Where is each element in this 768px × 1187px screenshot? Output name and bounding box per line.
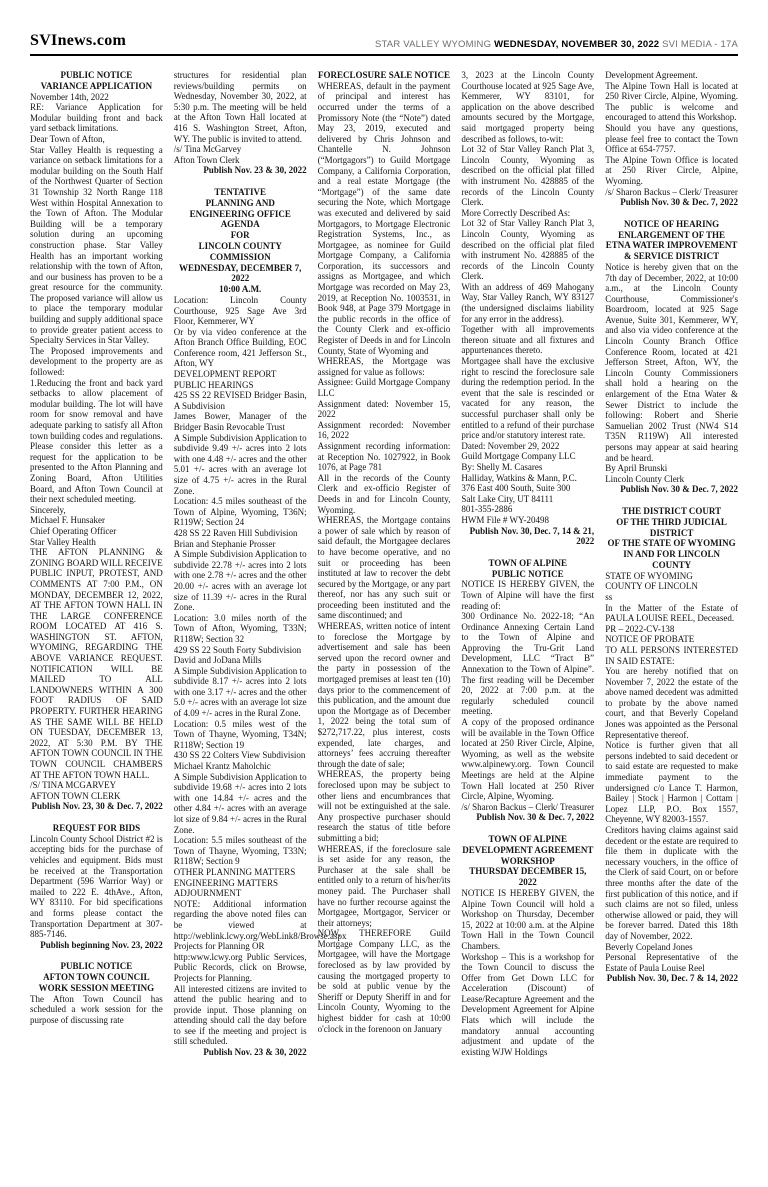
notice-columns [30, 70, 738, 1058]
notice-text: Creditors having claims against said decedent or the estate are required to file them in duplicate with the necessary vouchers, in the office of the Clerk of said Court, on or before three months after the date of the first publication of this notice, and if such claims are not so filed, unless otherwise allowed or paid, they will be forever barred. Dated this 18th day of November, 2022. [605, 825, 738, 941]
notice-title-line: COMMISSION [209, 251, 271, 262]
notice-title-line: NOTICE OF HEARING [623, 218, 720, 229]
notice-text: Dear Town of Afton, [30, 133, 105, 144]
notice-text: Beverly Copeland Jones [605, 941, 693, 952]
notice-title-line: REQUEST FOR BIDS [52, 822, 141, 833]
notice-text: A copy of the proposed ordinance will be available in the Town Office located at 250 River Circle, Alpine, Wyoming, as well as the website www.alpinewy.org. Town Council Meetings are held at the Alpine Town Hall located at 250 River Circle, Alpine, Wyoming. [461, 717, 595, 802]
notice-text: Dated: November 29, 2022 [461, 440, 560, 451]
notice-text: 429 SS 22 South Forty Subdivision [173, 644, 302, 655]
notice-text: DEVELOPMENT REPORT [173, 369, 277, 380]
notice-text: You are hereby notified that on November 7, 2022 the estate of the above named decedent was admitted to probate by the above named court, and that Beverly Copeland Jones was appointed as the Personal Representative thereof. [605, 666, 738, 740]
notice-text: Assignment recording information: at Reception No. 1027922, in Book 1076, at Page 781 [317, 440, 451, 473]
publish-line: Publish Nov. 30 & Dec. 7, 2022 [620, 484, 738, 495]
notice-title-line: ENGINEERING OFFICE [189, 208, 291, 219]
notice-title [461, 834, 594, 888]
notice-text: Location: 3.0 miles north of the Town of Afton, Wyoming, T33N; R118W; Section 32 [173, 612, 307, 644]
notice-text: Star Valley Health [30, 536, 96, 547]
notice-text: A Simple Subdivision Application to subdivide 9.49 +/- acres into 2 lots with one 4.48 +/- acres and the other 5.01 +/- acres with an average lot size of 4.75 +/- acres in the Rural Zone. [173, 432, 307, 496]
notice-text: http:www.lcwy.org Public Services, Public Records, click on Browse, Projects for Planning. [173, 951, 307, 983]
notice-text: Assignment dated: November 15, 2022 [317, 398, 451, 420]
issue-edition: SVI MEDIA - 17A [659, 39, 738, 50]
notice-text: November 14th, 2022 [30, 91, 109, 102]
notice-title [318, 70, 451, 81]
notice-text: RE: Variance Application for Modular building front and back yard setback limitations. [30, 102, 163, 134]
notice-text: Brian and Stephanie Prosser [173, 538, 276, 549]
notice-text: /s/ Sharon Backus – Clerk/ Treasurer [605, 186, 738, 197]
publish-line: Publish Nov. 30, Dec. 7 & 14, 2022 [606, 973, 738, 984]
notice-text: WHEREAS, default in the payment of principal and interest has occurred under the terms of a Promissory Note (the “Note”) dated May 23, 2019, executed and delivered by Chris Johnson and Chantelle N. Johnson (“Mortgagors”) to Guild Mortgage Company, a California Corporation, and a real estate Mortgage (the “Mortgage”) of the same date securing the Note, which Mortgage was executed and delivered by said Mortgagors, to Mortgage Electronic Registration Systems, Inc., as Mortgagee, as nominee for Guild Mortgage Company, a California Corporation, its successors and assigns as Mortgagee, and which Mortgage was recorded on May 23, 2019, at Reception No. 1003531, in Book 948, at Page 379 Mortgage in the public records in the office of the County Clerk and ex-officio Register of Deeds in and for Lincoln County, State of Wyoming and [317, 80, 451, 356]
notice-text: The Proposed improvements and development to the property are as followed: [30, 345, 163, 378]
notice-text: A Simple Subdivision Application to subdivide 22.78 +/- acres into 2 lots with one 2.78 +/- acres and the other 20.00 +/- acres with an average lot size of 11.39 +/- acres in the Rural Zone. [173, 549, 307, 613]
notice-title-line: AFTON TOWN COUNCIL [43, 972, 150, 983]
notice-title [30, 823, 163, 834]
notice-text: ADJOURNMENT [173, 888, 242, 899]
notice-text: Sincerely, [30, 504, 66, 515]
issue-location: STAR VALLEY WYOMING [374, 39, 495, 50]
column-3 [318, 70, 451, 1058]
notice-text: WHEREAS, written notice of intent to foreclose the Mortgage by advertisement and sale has been served upon the record owner and the party in possession of the mortgaged premises at least ten (10) days prior to the commencement of this publication, and the amount due upon the Mortgage as of December 1, 2022 being the total sum of $272,717.22, plus interest, costs expended, late charges, and attorneys’ fees accruing thereafter through the date of sale; [317, 621, 451, 769]
notice-title-line: PUBLIC NOTICE [60, 70, 133, 80]
notice-title-line: FOR [230, 230, 250, 241]
column-1 [30, 70, 163, 1058]
notice-text: /s/ Sharon Backus – Clerk/ Treasurer [461, 801, 595, 812]
notice-text: By April Brunski [605, 463, 668, 474]
notice-text: PUBLIC HEARINGS [173, 379, 254, 390]
notice-text: Location: Lincoln County Courthouse, 925 Sage Ave 3rd Floor, Kemmerer, WY [173, 294, 307, 327]
notice-text: Location: 4.5 miles southeast of the Town of Alpine, Wyoming, T36N; R119W; Section 24 [173, 496, 307, 528]
notice-text: WHEREAS, the Mortgage contains a power of sale which by reason of said default, the Mortgagee declares to have become operative, and no suit or proceeding has been instituted at law to recover the debt secured by the Mortgage, or any part thereof, nor has any such suit or proceeding been instituted and the same discontinued; and [317, 515, 451, 621]
notice-text: The Afton Town Council has scheduled a work session for the purpose of discussing rate [30, 993, 163, 1025]
publish-line: Publish Nov. 23 & 30, 2022 [203, 165, 307, 176]
notice-title-line: THE DISTRICT COURT [622, 505, 722, 516]
notice-text: By: Shelly M. Casares [461, 461, 543, 472]
notice-title-line: TENTATIVE [214, 186, 267, 197]
notice-title-line: DEVELOPMENT AGREEMENT [462, 844, 594, 855]
notice-title-line: COUNTY [652, 559, 692, 570]
notice-text: Workshop – This is a workshop for the Town Council to discuss the Offer from Get Down LLC for Acceleration (Discount) of Lease/Recapture Agreement and the Development Agreement for Alpine Flats which will include the mandatory annual accounting adjustment and update of the existing WJW Holdings [461, 951, 595, 1057]
publish-line: Publish beginning Nov. 23, 2022 [40, 939, 163, 950]
notice-text: WHEREAS, the property being foreclosed upon may be subject to other liens and encumbrances that will not be extinguished at the sale. Any prospective purchaser should research the status of title before submitting a bid; [317, 769, 451, 843]
notice-text: Michael Krantz Maholchic [173, 761, 271, 772]
notice-text: ENGINEERING MATTERS [173, 877, 279, 888]
notice-title-line: FORECLOSURE SALE NOTICE [317, 70, 450, 80]
notice-text: With an address of 469 Mahogany Way, Star Valley Ranch, WY 83127 (the undersigned disclaims liability for any error in the address). [461, 281, 595, 324]
notice-text: PR – 2022-CV-138 [605, 623, 675, 634]
notice-text: /S/ TINA MCGARVEY [30, 780, 117, 791]
notice-title-line: OF THE STATE OF WYOMING [607, 538, 736, 549]
notice-text: AFTON TOWN CLERK [30, 790, 121, 801]
publish-line: Publish Nov. 30 & Dec. 7, 2022 [476, 812, 595, 823]
notice-text: 428 SS 22 Raven Hill Subdivision [173, 527, 298, 538]
notice-title-line: ENLARGEMENT OF THE [618, 229, 726, 240]
notice-text: Michael F. Hunsaker [30, 515, 106, 526]
notice-text: HWM File # WY-20498 [461, 514, 549, 525]
notice-text: The Alpine Town Hall is located at 250 River Circle, Alpine, Wyoming. The public is welcome and encouraged to attend this Workshop. [605, 80, 738, 123]
notice-title-line: OF THE THIRD JUDICIAL [616, 516, 727, 527]
publish-line: Publish Nov. 30, Dec. 7, 14 & 21, 2022 [469, 525, 595, 547]
notice-text: 1.Reducing the front and back yard setbacks to allow placement of modular building. The lot will have room for snow removal and have adequate parking to satisfy all Afton town building codes and regulations. [30, 377, 163, 441]
notice-text: structures for residential plan reviews/building permits on Wednesday, November 30, 2022, at 5:30 p.m. The meeting will be held at the Afton Town Hall located at 416 S. Washington Street, Afton, WY. The public is invited to attend. [173, 70, 307, 144]
publish-line: Publish Nov. 23, 30 & Dec. 7, 2022 [31, 801, 163, 812]
notice-text: Guild Mortgage Company LLC [461, 451, 576, 462]
notice-text: WHEREAS, the Mortgage was assigned for value as follows: [317, 356, 451, 377]
notice-text: NOW, THEREFORE Guild Mortgage Company LLC, as the Mortgagee, will have the Mortgage foreclosed as by law provided by causing the mortgaged property to be sold at public venue by the Sheriff or Deputy Sheriff in and for Lincoln County, Wyoming to the highest bidder for cash at 10:00 o'clock in the forenoon on January [317, 928, 451, 1034]
notice-text: Star Valley Health is requesting a variance on setback limitations for a modular building on the South Half of the Northwest Quarter of Section 31 Township 32 North Range 118 West within Hospital Annexation to the Town of Afton. The Modular Building will be a temporary solution during an upcoming construction phase. Star Valley Health has an important working relationship with the town of Afton, and our business has proven to be a great resource for the community. The proposed variance will allow us to place the temporary modular building and supply additional space to provide greater patient access to Specialty Services in Star Valley. [30, 144, 163, 346]
notice-text: More Correctly Described As: [461, 207, 571, 218]
notice-text: STATE OF WYOMING [605, 570, 693, 581]
notice-title [605, 506, 738, 571]
notice-text: Chief Operating Officer [30, 525, 117, 536]
notice-text: OTHER PLANNING MATTERS [173, 866, 296, 877]
notice-title [461, 558, 594, 580]
notice-text: NOTICE OF PROBATE [605, 634, 695, 645]
notice-text: 376 East 400 South, Suite 300 [461, 483, 571, 494]
notice-text: In the Matter of the Estate of PAULA LOUISE REEL, Deceased. [605, 602, 738, 624]
notice-text: All interested citizens are invited to attend the public hearing and to provide input. Those planning on attending should call the day before to see if the meeting and project is still scheduled. [173, 983, 307, 1047]
column-5 [605, 70, 738, 1058]
notice-text: A Simple Subdivision Application to subdivide 19.68 +/- acres into 2 lots with one 14.84 +/- acres and the other 4.84 +/- acres with an average lot size of 9.84 +/- acres in the Rural Zone. [173, 771, 307, 835]
notice-title-line: 2022 [518, 877, 537, 888]
notice-text: Should you have any questions, please feel free to contact the Town Office at 654-7757. [605, 122, 738, 155]
notice-text: Lincoln County School District #2 is accepting bids for the purchase of vehicles and equipment. Bids must be received at the Transportation Department (596 Warrior Way) or mailed to 222 E. 4thAve., Afton, WY 83110. For bid specifications and forms please contact the Transportation Department at 307-885-7146. [30, 833, 163, 940]
notice-text: 430 SS 22 Colters View Subdivision [173, 750, 306, 761]
notice-text: Salt Lake City, UT 84111 [461, 493, 554, 504]
notice-title-line: IN AND FOR LINCOLN [623, 549, 720, 560]
notice-text: 801-355-2886 [461, 504, 513, 515]
notice-text: ss [605, 591, 613, 602]
notice-text: The Alpine Town Office is located at 250 River Circle, Alpine, Wyoming. [605, 154, 738, 186]
publish-line: Publish Nov. 23 & 30, 2022 [203, 1047, 307, 1058]
notice-title-line: TOWN OF ALPINE [488, 557, 568, 568]
notice-text: 300 Ordinance No. 2022-18; “An Ordinance Annexing Certain Land to the Town of Alpine and Approving the Tru-Grit Land Development, LLC “Tract B” Annexation to the Town of Alpine”. The first reading will be December 20, 2022 at 7:00 p.m. at the regularly scheduled council meeting. [461, 611, 595, 717]
notice-text: Assignee: Guild Mortgage Company LLC [317, 377, 451, 399]
notice-title-line: PLANNING AND [205, 197, 275, 208]
column-2 [173, 70, 347, 1058]
issue-line [375, 39, 738, 50]
notice-title-line: 10:00 A.M. [219, 284, 262, 295]
notice-text: All in the records of the County Clerk and ex-officio Register of Deeds in and for Lincoln County, Wyoming. [317, 472, 451, 515]
notice-text: Development Agreement. [605, 70, 698, 80]
notice-title-line: VARIANCE APPLICATION [40, 80, 153, 91]
notice-text: /s/ Tina McGarvey [173, 144, 242, 155]
notice-text: 425 SS 22 REVISED Bridger Basin, A Subdivision [173, 390, 307, 411]
notice-text: NOTICE IS HEREBY GIVEN, the Alpine Town Council will hold a Workshop on Thursday, December 15, 2022 at 10:00 a.m. at the Alpine Town Hall in the Town Council Chambers. [461, 887, 595, 951]
notice-text: COUNTY OF LINCOLN [605, 581, 698, 592]
notice-text: James Bower, Manager of the Bridger Basin Revocable Trust [173, 411, 307, 433]
notice-text: WHEREAS, if the foreclosure sale is set aside for any reason, the Purchaser at the sale shall be entitled only to a return of his/her/its money paid. The Purchaser shall have no further recourse against the Mortgagee, Mortgagor, Servicer or their attorneys; [317, 843, 451, 928]
notice-text: Or by via video conference at the Afton Branch Office Building, EOC Conference room, 421 Jefferson St., Afton, WY [173, 326, 307, 369]
notice-title-line: THURSDAY DECEMBER 15, [469, 866, 587, 877]
notice-title-line: & SERVICE DISTRICT [623, 251, 720, 262]
notice-text: Notice is further given that all persons indebted to said decedent or to said estate are requested to make immediate payment to the undersigned c/o Lance T. Harmon, Bailey | Stock | Harmon | Cottam | Lopez LLP, P.O. Box 1557, Cheyenne, WY 82003-1557. [605, 740, 738, 825]
notice-text: Lot 32 of Star Valley Ranch Plat 3, Lincoln County, Wyoming as described on the official plat filled with instrument No. 428885 of the records of the Lincoln County Clerk. [461, 144, 595, 208]
masthead [30, 32, 738, 56]
notice-title [30, 70, 163, 92]
notice-text: Assignment recorded: November 16, 2022 [317, 419, 451, 441]
notice-title-line: LINCOLN COUNTY [198, 240, 282, 251]
notice-text: David and JoDana Mills [173, 655, 262, 666]
notice-text: NOTICE IS HEREBY GIVEN, the Town of Alpine will have the first reading of: [461, 579, 595, 611]
issue-date: WEDNESDAY, NOVEMBER 30, 2022 [494, 39, 660, 50]
notice-text: Lot 32 of Star Valley Ranch Plat 3, Lincoln County, Wyoming as described on the official plat filed with instrument No. 428885 of the records of the Lincoln County Clerk. [461, 218, 595, 282]
notice-title [174, 187, 307, 295]
notice-text: Location: 5.5 miles southeast of the Town of Thayne, Wyoming, T33N; R118W; Section 9 [173, 835, 307, 867]
notice-text: Mortgagee shall have the exclusive right to rescind the foreclosure sale during the redemption period. In the event that the sale is rescinded or vacated for any reason, the successful purchaser shall only be entitled to a refund of their purchase price and/or statutory interest rate. [461, 356, 595, 441]
notice-text: THE AFTON PLANNING & ZONING BOARD WILL RECEIVE PUBLIC INPUT, PROTEST, AND COMMENTS AT 7:00 P.M., ON MONDAY, DECEMBER 12, 2022, AT THE AFTON TOWN HALL IN THE LARGE CONFERENCE ROOM LOCATED AT 416 S. WASHINGTON ST. AFTON, WYOMING, REGARDING THE ABOVE VARIANCE REQUEST. NOTIFICATION WILL BE MAILED TO ALL LANDOWNERS WITHIN A 300 FOOT RADIUS OF SAID PROPERTY. FURTHER HEARING AS THE SAME WILL BE HELD ON TUESDAY, DECEMBER 13, 2022, AT 5:30 P.M. BY THE AFTON TOWN COUNCIL IN THE TOWN COUNCIL CHAMBERS AT THE AFTON TOWN HALL. [30, 547, 163, 780]
notice-title-line: WORK SESSION MEETING [38, 982, 155, 993]
notice-title-line: DISTRICT [649, 527, 694, 538]
notice-text: NOTE: Additional information regarding the above noted files can be viewed at http://weblink.lcwy.org/WebLink8/Browse.aspx Projects for Planning OR [173, 898, 347, 952]
notice-text: Personal Representative of the Estate of Paula Louise Reel [605, 952, 738, 973]
notice-title-line: ETNA WATER IMPROVEMENT [605, 240, 738, 251]
notice-title-line: PUBLIC NOTICE [491, 568, 564, 579]
notice-title-line: TOWN OF ALPINE [488, 833, 568, 844]
notice-text: Notice is hereby given that on the 7th day of December, 2022, at 10:00 a.m., at the Lincoln County Courthouse, Commissioner's Boardroom, located at 925 Sage Avenue, Suite 301, Kemmerer, WY, and also via video conference at the Lincoln County Branch Office Conference Room, located at 421 Jefferson Street, Afton, WY, the Lincoln County Commissioners shall hold a hearing on the enlargement of the Etna Water & Sewer District to include the following: Robert and Sherie Samuelian 2002 Trust (NW4 S14 T35N R119W) All interested persons may appear at said hearing and be heard. [605, 261, 738, 463]
notice-text: Halliday, Watkins & Mann, P.C. [461, 472, 577, 483]
publish-line: Publish Nov. 30 & Dec. 7, 2022 [620, 197, 738, 208]
notice-title [605, 219, 738, 262]
notice-title-line: AGENDA [220, 219, 260, 230]
notice-title-line: WORKSHOP [500, 855, 555, 866]
notice-title-line: WEDNESDAY, DECEMBER 7, 2022 [179, 262, 302, 284]
column-4 [461, 70, 594, 1058]
notice-title [30, 961, 163, 993]
notice-text: Together with all improvements thereon situate and all fixtures and appurtenances thereto. [461, 324, 595, 356]
notice-text: Please consider this letter as a request for the application to be presented to the Afton Planning and Zoning Board, Afton Utilities Board, and Afton Town Council at their next scheduled meeting. [30, 441, 163, 505]
notice-text: Location: 0.5 miles west of the Town of Thayne, Wyoming, T34N; R118W; Section 19 [173, 718, 307, 750]
notice-text: Lincoln County Clerk [605, 473, 685, 484]
notice-text: Afton Town Clerk [173, 154, 240, 165]
notice-text: TO ALL PERSONS INTERESTED IN SAID ESTATE: [605, 644, 738, 666]
notice-text: 3, 2023 at the Lincoln County Courthouse located at 925 Sage Ave, Kemmerer, WY 83101, for application on the above described amounts secured by the Mortgage, said mortgaged property being described as follows, to-wit: [461, 70, 595, 144]
notice-title-line: PUBLIC NOTICE [60, 961, 133, 972]
site-logo: SVInews.com [30, 32, 127, 49]
notice-text: A Simple Subdivision Application to subdivide 8.17 +/- acres into 2 lots with one 3.17 +/- acres and the other 5.0 +/- acres with an average lot size of 4.09 +/- acres in the Rural Zone. [173, 665, 307, 719]
